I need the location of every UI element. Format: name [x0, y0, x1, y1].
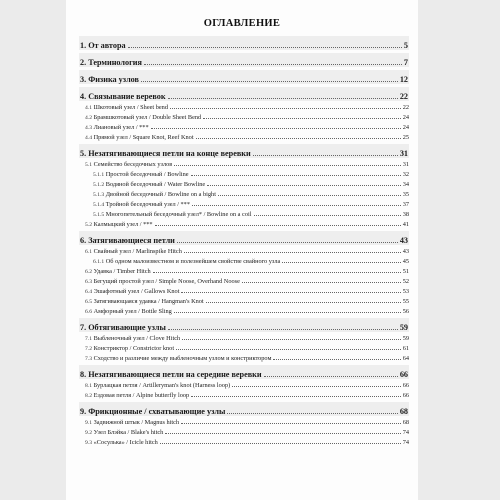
- toc-dot-leader: [174, 165, 400, 166]
- toc-entry-number: 4.: [80, 92, 87, 101]
- toc-dot-leader: [273, 359, 400, 360]
- toc-page-number: 32: [402, 171, 409, 178]
- toc-entry-number: 9.: [80, 407, 87, 416]
- toc-dot-leader: [141, 81, 398, 82]
- toc-section-entry[interactable]: [79, 208, 409, 218]
- toc-entry-label: [85, 288, 180, 295]
- toc-section-entry[interactable]: [79, 178, 409, 188]
- toc-dot-leader: [153, 272, 401, 273]
- toc-entry-label: [85, 419, 180, 426]
- toc-entry-number: 6.2: [85, 269, 92, 275]
- toc-page-number: 56: [402, 308, 409, 315]
- toc-entry-number: 7.1: [85, 336, 92, 342]
- toc-page-number: 61: [402, 345, 409, 352]
- toc-section-entry[interactable]: [79, 285, 409, 295]
- toc-page-number: 53: [402, 288, 409, 295]
- toc-chapter-entry[interactable]: [79, 402, 409, 416]
- toc-section-entry[interactable]: [79, 188, 409, 198]
- toc-chapter-entry[interactable]: [79, 144, 409, 158]
- toc-entry-label: [85, 382, 231, 389]
- toc-entry-number: 5.1.5: [93, 212, 105, 218]
- toc-entry-text: Незатягивающиеся петли на середине веревки: [86, 370, 262, 379]
- toc-entry-number: 4.2: [85, 115, 92, 121]
- toc-page-number: 45: [402, 258, 409, 265]
- toc-entry-text: Прямой узел / Square Knot, Reef Knot: [92, 134, 194, 141]
- toc-entry-label: [80, 58, 143, 67]
- toc-page-number: 66: [402, 392, 409, 399]
- toc-entry-number: 7.3: [85, 356, 92, 362]
- toc-dot-leader: [170, 108, 401, 109]
- toc-entry-number: 6.1.1: [93, 259, 105, 265]
- toc-page-number: 31: [402, 161, 409, 168]
- page-title: ОГЛАВЛЕНИЕ: [203, 18, 281, 29]
- toc-page-number: 12: [399, 75, 408, 84]
- toc-entry-label: [85, 345, 175, 352]
- toc-entry-number: 8.2: [85, 393, 92, 399]
- toc-entry-number: 4.1: [85, 105, 92, 111]
- toc-entry-label: [93, 258, 281, 265]
- toc-entry-text: Узел Блэйка / Blake's hitch: [92, 429, 164, 436]
- toc-entry-number: 5.2: [85, 222, 92, 228]
- toc-entry-label: [85, 104, 169, 111]
- toc-dot-leader: [160, 443, 401, 444]
- toc-entry-text: Задвижной штык / Magnus hitch: [92, 419, 180, 426]
- toc-entry-label: [93, 201, 191, 208]
- toc-page-number: 31: [399, 149, 408, 158]
- toc-dot-leader: [182, 339, 401, 340]
- toc-page-number: 24: [402, 114, 409, 121]
- toc-entry-label: [85, 298, 205, 305]
- toc-entry-text: Обтягивающие узлы: [86, 323, 166, 332]
- toc-dot-leader: [184, 252, 401, 253]
- toc-entry-number: 7.2: [85, 346, 92, 352]
- toc-dot-leader: [207, 185, 401, 186]
- toc-entry-number: 5.1.4: [93, 202, 105, 208]
- toc-section-entry[interactable]: [79, 245, 409, 255]
- toc-page-number: 66: [399, 370, 408, 379]
- toc-dot-leader: [174, 312, 401, 313]
- toc-entry-text: Удавка / Timber Hitch: [92, 268, 151, 275]
- toc-page-number: 74: [402, 439, 409, 446]
- toc-dot-leader: [191, 396, 401, 397]
- toc-entry-label: [85, 439, 159, 446]
- toc-dot-leader: [144, 64, 402, 65]
- toc-dot-leader: [168, 98, 398, 99]
- toc-entry-number: 5.1.1: [93, 172, 105, 178]
- toc-section-entry[interactable]: [79, 265, 409, 275]
- toc-entry-text: Физика узлов: [86, 75, 139, 84]
- toc-entry-text: Бегущий простой узел / Simple Noose, Overhand Noose: [92, 278, 240, 285]
- toc-page-number: 51: [402, 268, 409, 275]
- toc-entry-text: Связывание веревок: [86, 92, 166, 101]
- toc-dot-leader: [203, 118, 401, 119]
- toc-entry-number: 9.1: [85, 420, 92, 426]
- toc-chapter-entry[interactable]: [79, 36, 409, 50]
- toc-entry-number: 2.: [80, 58, 87, 67]
- toc-section-entry[interactable]: [79, 111, 409, 121]
- toc-entry-label: [85, 392, 190, 399]
- toc-section-entry[interactable]: [79, 305, 409, 315]
- toc-entry-label: [85, 308, 173, 315]
- toc-entry-number: 6.1: [85, 249, 92, 255]
- toc-section-entry[interactable]: [79, 426, 409, 436]
- toc-entry-number: 5.: [80, 149, 87, 158]
- toc-dot-leader: [206, 302, 401, 303]
- toc-entry-label: [85, 114, 202, 121]
- toc-entry-number: 6.5: [85, 299, 92, 305]
- toc-section-entry[interactable]: [79, 436, 409, 446]
- toc-entry-text: От автора: [86, 41, 126, 50]
- toc-dot-leader: [264, 376, 398, 377]
- toc-page-number: 37: [402, 201, 409, 208]
- toc-entry-number: 9.2: [85, 430, 92, 436]
- toc-dot-leader: [168, 329, 398, 330]
- toc-entry-text: Простой беседочный / Bowline: [104, 171, 189, 178]
- toc-entry-number: 5.1.2: [93, 182, 105, 188]
- toc-page-number: 59: [402, 335, 409, 342]
- toc-entry-text: Водяной беседочный / Water Bowline: [104, 181, 206, 188]
- toc-entry-number: 6.3: [85, 279, 92, 285]
- toc-page-number: 25: [402, 134, 409, 141]
- toc-page-number: 43: [402, 248, 409, 255]
- toc-entry-number: 6.4: [85, 289, 92, 295]
- toc-entry-text: Шкотовый узел / Sheet bend: [92, 104, 168, 111]
- toc-entry-number: 3.: [80, 75, 87, 84]
- toc-page-number: 55: [402, 298, 409, 305]
- toc-entry-text: Брамшкотовый узел / Double Sheet Bend: [92, 114, 202, 121]
- toc-entry-number: 6.: [80, 236, 87, 245]
- toc-entry-label: [85, 335, 181, 342]
- toc-chapter-entry[interactable]: [79, 231, 409, 245]
- toc-entry-label: [93, 211, 253, 218]
- toc-section-entry[interactable]: [79, 275, 409, 285]
- toc-entry-label: [93, 171, 190, 178]
- toc-section-entry[interactable]: [79, 332, 409, 342]
- toc-dot-leader: [177, 242, 398, 243]
- toc-entry-label: [80, 370, 263, 379]
- toc-page-number: 24: [402, 124, 409, 131]
- toc-dot-leader: [282, 262, 400, 263]
- toc-entry-label: [85, 268, 152, 275]
- toc-dot-leader: [176, 349, 401, 350]
- toc-entry-text: Бурлацкая петля / Artilleryman's knot (Harness loop): [92, 382, 231, 389]
- toc-page-number: 68: [402, 419, 409, 426]
- toc-page-number: 52: [402, 278, 409, 285]
- toc-entry-text: Семейство беседочных узлов: [92, 161, 173, 168]
- toc-entry-text: Тройной беседочный узел / ***: [104, 201, 190, 208]
- toc-entry-text: Сходство и различие между выбленочным узлом и констриктором: [92, 355, 272, 362]
- toc-entry-text: Ездовая петля / Alpine butterfly loop: [92, 392, 190, 399]
- toc-chapter-entry[interactable]: [79, 70, 409, 84]
- toc-dot-leader: [128, 47, 402, 48]
- toc-dot-leader: [254, 215, 401, 216]
- toc-dot-leader: [181, 292, 400, 293]
- toc-entry-label: [80, 407, 226, 416]
- toc-entry-label: [80, 149, 252, 158]
- toc-entry-text: Калмыцкий узел / ***: [92, 221, 153, 228]
- table-of-contents: [79, 36, 409, 446]
- document-page: [66, 0, 418, 500]
- toc-entry-number: 6.6: [85, 309, 92, 315]
- toc-section-entry[interactable]: [79, 255, 409, 265]
- toc-page-number: 68: [399, 407, 408, 416]
- toc-section-entry[interactable]: [79, 295, 409, 305]
- toc-entry-label: [85, 124, 150, 131]
- toc-entry-number: 4.3: [85, 125, 92, 131]
- toc-chapter-entry[interactable]: [79, 318, 409, 332]
- toc-entry-number: 7.: [80, 323, 87, 332]
- toc-dot-leader: [232, 386, 401, 387]
- toc-entry-label: [93, 191, 217, 198]
- toc-entry-text: Свайный узел / Marlinspike Hitch: [92, 248, 182, 255]
- toc-entry-label: [85, 161, 173, 168]
- toc-entry-label: [80, 75, 140, 84]
- toc-entry-label: [80, 236, 176, 245]
- toc-dot-leader: [151, 128, 401, 129]
- toc-entry-number: 8.: [80, 370, 87, 379]
- toc-page-number: 43: [399, 236, 408, 245]
- toc-entry-text: Незатягивающиеся петли на конце веревки: [86, 149, 251, 158]
- toc-page-number: 7: [403, 58, 408, 67]
- toc-entry-label: [85, 355, 272, 362]
- toc-entry-text: Выбленочный узел / Clove Hitch: [92, 335, 181, 342]
- toc-page-number: 22: [402, 104, 409, 111]
- toc-section-entry[interactable]: [79, 218, 409, 228]
- toc-section-entry[interactable]: [79, 342, 409, 352]
- toc-section-entry[interactable]: [79, 168, 409, 178]
- toc-section-entry[interactable]: [79, 379, 409, 389]
- toc-entry-label: [93, 181, 206, 188]
- toc-section-entry[interactable]: [79, 131, 409, 141]
- toc-chapter-entry[interactable]: [79, 53, 409, 67]
- toc-entry-text: Лиановый узел / ***: [92, 124, 149, 131]
- toc-page-number: 41: [402, 221, 409, 228]
- toc-page-number: 74: [402, 429, 409, 436]
- toc-section-entry[interactable]: [79, 352, 409, 362]
- toc-entry-label: [85, 221, 154, 228]
- toc-entry-number: 4.4: [85, 135, 92, 141]
- toc-entry-label: [80, 92, 167, 101]
- toc-page-number: 64: [402, 355, 409, 362]
- toc-page-number: 35: [402, 191, 409, 198]
- toc-entry-text: Многопетельный беседочный узел* / Bowline on a coil: [104, 211, 252, 218]
- toc-dot-leader: [191, 175, 401, 176]
- toc-section-entry[interactable]: [79, 416, 409, 426]
- toc-chapter-entry[interactable]: [79, 365, 409, 379]
- toc-dot-leader: [227, 413, 397, 414]
- toc-entry-text: «Сосулька» / Icicle hitch: [92, 439, 158, 446]
- toc-entry-text: Амфорный узел / Bottle Sling: [92, 308, 172, 315]
- toc-dot-leader: [218, 195, 401, 196]
- toc-entry-number: 5.1: [85, 162, 92, 168]
- toc-entry-number: 8.1: [85, 383, 92, 389]
- toc-page-number: 66: [402, 382, 409, 389]
- toc-section-entry[interactable]: [79, 101, 409, 111]
- toc-entry-number: 9.3: [85, 440, 92, 446]
- toc-dot-leader: [192, 205, 401, 206]
- toc-page-number: 59: [399, 323, 408, 332]
- toc-page-number: 38: [402, 211, 409, 218]
- toc-dot-leader: [253, 155, 398, 156]
- toc-entry-label: [85, 278, 241, 285]
- toc-section-entry[interactable]: [79, 158, 409, 168]
- toc-entry-text: Затягивающаяся удавка / Hangman's Knot: [92, 298, 204, 305]
- toc-page-number: 5: [403, 41, 408, 50]
- toc-entry-text: Констриктор / Constrictor knot: [92, 345, 175, 352]
- toc-dot-leader: [242, 282, 401, 283]
- toc-entry-text: Терминология: [86, 58, 142, 67]
- toc-dot-leader: [181, 423, 401, 424]
- toc-section-entry[interactable]: [79, 389, 409, 399]
- toc-entry-text: Об одном малоизвестном и полезнейшем свойстве свайного узла: [104, 258, 281, 265]
- toc-entry-text: Фрикционные / схватывающие узлы: [86, 407, 226, 416]
- toc-dot-leader: [165, 433, 400, 434]
- toc-page-number: 22: [399, 92, 408, 101]
- toc-entry-label: [80, 323, 167, 332]
- toc-entry-text: Двойной беседочный / Bowline on a bight: [104, 191, 216, 198]
- toc-entry-text: Затягивающиеся петли: [86, 236, 175, 245]
- toc-section-entry[interactable]: [79, 198, 409, 208]
- toc-entry-number: 5.1.3: [93, 192, 105, 198]
- toc-entry-label: [85, 248, 183, 255]
- toc-entry-label: [80, 41, 127, 50]
- toc-section-entry[interactable]: [79, 121, 409, 131]
- toc-page-number: 34: [402, 181, 409, 188]
- toc-chapter-entry[interactable]: [79, 87, 409, 101]
- toc-entry-number: 1.: [80, 41, 87, 50]
- toc-dot-leader: [155, 225, 401, 226]
- toc-entry-label: [85, 429, 164, 436]
- toc-entry-label: [85, 134, 195, 141]
- toc-entry-text: Эшафотный узел / Gallows Knot: [92, 288, 180, 295]
- toc-dot-leader: [196, 138, 401, 139]
